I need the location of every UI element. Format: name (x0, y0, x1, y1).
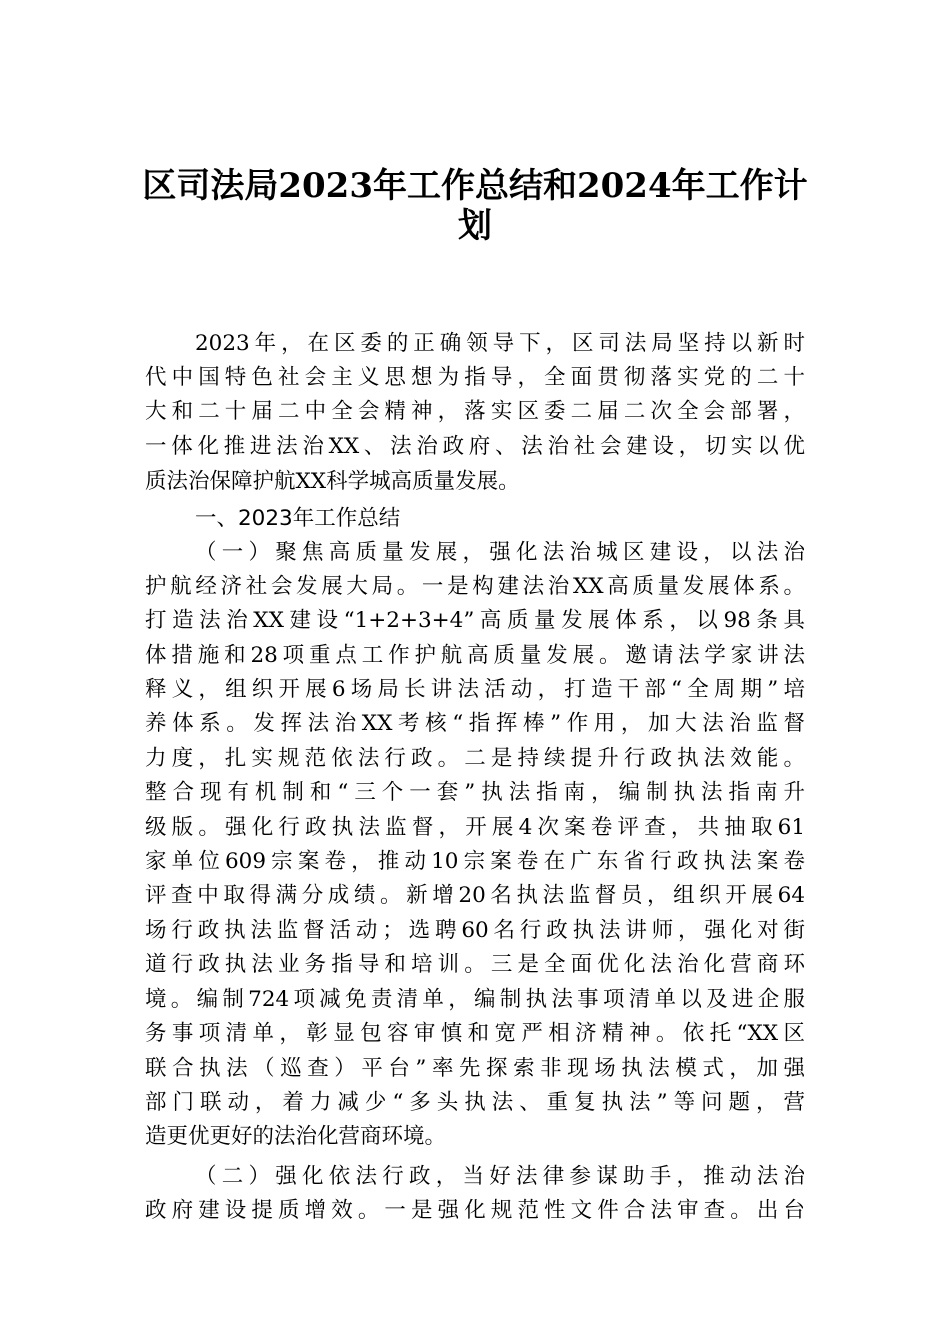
paragraph-line: 打造法治XX建设“1+2+3+4”高质量发展体系，以98条具 (145, 608, 805, 633)
paragraph-line: 养体系。发挥法治XX考核“指挥棒”作用，加大法治监督 (145, 711, 805, 736)
intro-line: 代中国特色社会主义思想为指导，全面贯彻落实党的二十 (145, 365, 805, 390)
paragraph-line: 整合现有机制和“三个一套”执法指南，编制执法指南升 (145, 780, 805, 805)
paragraph-line: （一）聚焦高质量发展，强化法治城区建设，以法治 (195, 540, 805, 565)
paragraph-line: 力度，扎实规范依法行政。二是持续提升行政执法效能。 (145, 746, 805, 771)
paragraph-line: 部门联动，着力减少“多头执法、重复执法”等问题，营 (145, 1090, 805, 1115)
intro-line: 大和二十届二中全会精神，落实区委二届二次全会部署， (145, 399, 805, 424)
paragraph-line: 护航经济社会发展大局。一是构建法治XX高质量发展体系。 (145, 574, 805, 599)
paragraph-line: 政府建设提质增效。一是强化规范性文件合法审查。出台 (145, 1198, 805, 1223)
intro-line: 2023年，在区委的正确领导下，区司法局坚持以新时 (195, 331, 805, 356)
document-title-line-2: 划 (458, 206, 492, 246)
paragraph-line: 场行政执法监督活动；选聘60名行政执法讲师，强化对街 (145, 918, 805, 943)
paragraph-line: 务事项清单，彰显包容审慎和宽严相济精神。依托“XX区 (145, 1021, 805, 1046)
paragraph-line: 评查中取得满分成绩。新增20名执法监督员，组织开展64 (145, 883, 805, 908)
document-title-line-1: 区司法局2023年工作总结和2024年工作计 (142, 166, 808, 206)
paragraph-line: 家单位609宗案卷，推动10宗案卷在广东省行政执法案卷 (145, 849, 805, 874)
paragraph-line: 造更优更好的法治化营商环境。 (145, 1124, 447, 1149)
paragraph-line: 联合执法（巡查）平台”率先探索非现场执法模式，加强 (145, 1056, 805, 1081)
intro-line: 质法治保障护航XX科学城高质量发展。 (145, 469, 520, 494)
paragraph-line: 体措施和28项重点工作护航高质量发展。邀请法学家讲法 (145, 643, 805, 668)
paragraph-line: 级版。强化行政执法监督，开展4次案卷评查，共抽取61 (145, 815, 805, 840)
paragraph-line: 道行政执法业务指导和培训。三是全面优化法治化营商环 (145, 952, 805, 977)
paragraph-line: 释义，组织开展6场局长讲法活动，打造干部“全周期”培 (145, 677, 805, 702)
paragraph-line: 境。编制724项减免责清单，编制执法事项清单以及进企服 (145, 987, 805, 1012)
intro-line: 一体化推进法治XX、法治政府、法治社会建设，切实以优 (145, 434, 805, 459)
section-heading: 一、2023年工作总结 (195, 506, 401, 531)
paragraph-line: （二）强化依法行政，当好法律参谋助手，推动法治 (195, 1164, 805, 1189)
